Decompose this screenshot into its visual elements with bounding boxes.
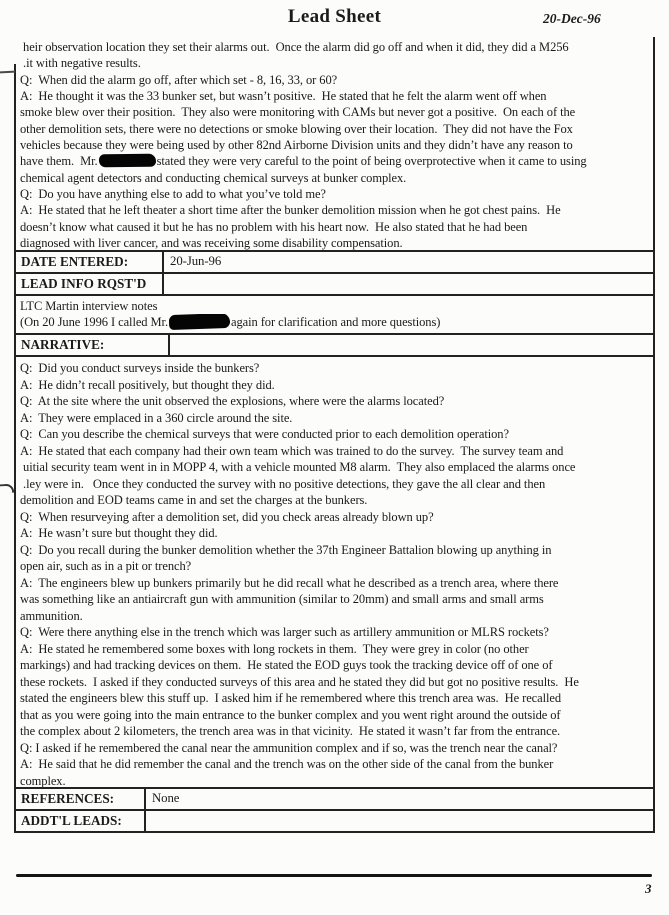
- text-line: A: He thought it was the 33 bunker set, but wasn’t positive. He stated that he felt the alarm went off when: [20, 89, 547, 104]
- text-line: A: The engineers blew up bunkers primarily but he did recall what he described as a trench area, where there: [20, 575, 559, 590]
- text-lines-group: [20, 170, 651, 252]
- text-line: A: He didn’t recall positively, but thought they did.: [20, 377, 275, 392]
- field-value-lead-info: [164, 274, 653, 294]
- text-line: chemical agent detectors and conducting chemical surveys at bunker complex.: [20, 170, 407, 185]
- text-line: these rockets. I asked if they conducted surveys of this area and he stated they did but got no positive results. He: [20, 674, 579, 689]
- field-value-narrative: [170, 335, 653, 355]
- field-row-addtl-leads: [14, 811, 655, 833]
- text-line: A: He said that he did remember the canal and the trench was on the other side of the canal from the bunker: [20, 757, 554, 772]
- redaction-block: [99, 154, 156, 168]
- text-line: uitial security team went in in MOPP 4, with a vehicle mounted M8 alarm. They also emplaced the alarms once: [20, 460, 576, 475]
- text-lines-group: [20, 360, 651, 789]
- text-line: the complex about 2 kilometers, the trench area was in that vicinity. He stated it wasn’t far from the entrance.: [20, 724, 561, 739]
- text-line: A: He wasn’t sure but thought they did.: [20, 526, 218, 541]
- field-label-addtl-leads: ADDT'L LEADS:: [16, 811, 146, 831]
- scan-artifact-border-gap: [13, 37, 18, 64]
- text-line: Q: At the site where the unit observed the explosions, where were the alarms located?: [20, 394, 445, 409]
- text-line: A: They were emplaced in a 360 circle around the site.: [20, 410, 293, 425]
- text-line: demolition and EOD teams came in and set the charges at the bunkers.: [20, 493, 368, 508]
- field-value-date-entered: 20-Jun-96: [170, 254, 222, 268]
- text-segment: (On 20 June 1996 I called Mr.: [20, 315, 168, 330]
- text-line: smoke blew over their position. They also were monitoring with CAMs but never got a positive. On each of the: [20, 105, 576, 120]
- field-row-references: [14, 789, 655, 811]
- page-title: Lead Sheet: [287, 6, 382, 27]
- field-label-narrative: NARRATIVE:: [16, 335, 170, 355]
- lead-info-detail-box: [14, 296, 655, 335]
- text-line: Q: Did you conduct surveys inside the bunkers?: [20, 361, 260, 376]
- text-line: Q: Were there anything else in the trench which was larger such as artillery ammunition or MLRS rockets?: [20, 625, 549, 640]
- lead-info-detail-line: LTC Martin interview notes: [20, 299, 158, 313]
- text-line: heir observation location they set their alarms out. Once the alarm did go off and when it did, they did a M256: [20, 40, 569, 54]
- text-line: Q: When resurveying after a demolition set, did you check areas already blown up?: [20, 509, 434, 524]
- text-line: Q: I asked if he remembered the canal near the ammunition complex and if so, was the trench near the canal?: [20, 740, 558, 755]
- text-line: .it with negative results.: [20, 56, 141, 71]
- lead-info-detail-line-with-redaction: [20, 314, 651, 330]
- redaction-block: [169, 314, 230, 330]
- text-line: that as you were going into the main entrance to the bunker complex and you went right around the outside of: [20, 707, 561, 722]
- text-segment: again for clarification and more questions): [231, 315, 441, 330]
- interview-continuation-box: [14, 37, 655, 252]
- text-segment: stated they were very careful to the point of being overprotective when it came to using: [156, 154, 587, 169]
- text-line: .ley were in. Once they conducted the survey with no positive detections, they gave the all clear and then: [20, 476, 546, 491]
- text-line: ammunition.: [20, 608, 83, 623]
- lead-sheet-form: [14, 37, 655, 833]
- text-line: Q: Do you have anything else to add to what you’ve told me?: [20, 187, 326, 202]
- page-number: 3: [645, 881, 652, 896]
- text-lines-group: [20, 39, 651, 153]
- header-date: 20-Dec-96: [543, 11, 601, 26]
- text-line: A: He stated that each company had their own team which was trained to do the survey. The survey team and: [20, 443, 564, 458]
- field-label-date-entered: DATE ENTERED:: [16, 252, 164, 272]
- text-line: Q: Do you recall during the bunker demolition whether the 37th Engineer Battalion blowing up anything in: [20, 542, 552, 557]
- text-line: other demolition sets, there were no detections or smoke blowing over their location. They did not have the Fox: [20, 121, 573, 136]
- text-line: markings) and had tracking devices on them. He stated the EOD guys took the tracking device off of one of: [20, 658, 553, 673]
- field-row-lead-info: [14, 274, 655, 296]
- text-line: Q: When did the alarm go off, after which set - 8, 16, 33, or 60?: [20, 72, 338, 87]
- text-line: diagnosed with liver cancer, and was receiving some disability compensation.: [20, 236, 403, 251]
- scan-artifact-hook: [0, 484, 14, 493]
- field-value-addtl-leads: [146, 811, 653, 831]
- field-row-narrative: [14, 335, 655, 357]
- text-line: open air, such as in a pit or trench?: [20, 559, 192, 574]
- text-line: vehicles because they were being used by other 82nd Airborne Division units and they didn’t have any reason to: [20, 138, 573, 153]
- text-line: A: He stated that he left theater a short time after the bunker demolition mission when he got chest pains. He: [20, 203, 561, 218]
- text-line: complex.: [20, 773, 66, 788]
- text-line: was something like an antiaircraft gun with ammunition (similar to 20mm) and small arms and small arms: [20, 592, 544, 607]
- text-segment: have them. Mr.: [20, 154, 98, 169]
- scan-artifact-dash: [0, 71, 15, 74]
- field-row-date-entered: [14, 252, 655, 274]
- text-line: A: He stated he remembered some boxes with long rockets in them. They were grey in color (no other: [20, 641, 529, 656]
- text-line: stated the engineers blew this stuff up. I asked him if he remembered where this trench area was. He recalled: [20, 691, 562, 706]
- text-line: Q: Can you describe the chemical surveys that were conducted prior to each demolition operation?: [20, 427, 509, 442]
- text-line: doesn’t know what caused it but he has no problem with his heart now. He also stated that he had been: [20, 219, 528, 234]
- field-label-references: REFERENCES:: [16, 789, 146, 809]
- text-line-with-redaction: [20, 153, 651, 169]
- footer-rule: [16, 874, 652, 877]
- field-value-references: None: [152, 791, 180, 806]
- narrative-box: [14, 357, 655, 789]
- field-label-lead-info: LEAD INFO RQST'D: [16, 274, 164, 294]
